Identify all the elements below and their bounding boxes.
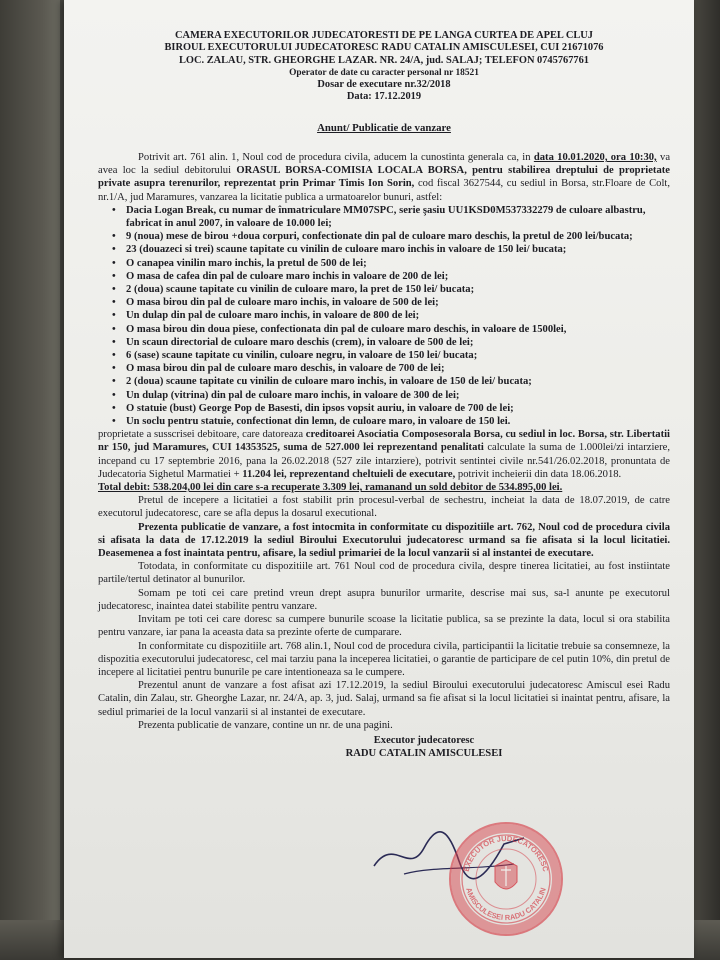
signature-block [138,734,694,760]
paragraph-invitam: Invitam pe toti cei care doresc sa cumpere bunurile scoase la licitatie publica, sa se prezinte la data, locul si ora stabilita pentru vanzare, iar pana la aceasta data sa prezinte oferte de cumparare. [98,614,670,639]
list-item: • 9 (noua) mese de birou +doua corpuri, confectionate din pal de culoare maro deschis, la pretul de 200 lei/bucata; [110,230,670,243]
svg-text:AMISCULESEI RADU CATALIN [464,887,548,923]
list-item: • O canapea vinilin maro inchis, la pretul de 500 de lei; [110,257,670,270]
stamp-text-bottom: AMISCULESEI RADU CATALIN [464,886,548,923]
paragraph-somam: Somam pe toti cei care pretind vreun drept asupra bunurilor urmarite, descrise mai sus, sa-l anunte pe executorul judecatoresc, inaintea datei stabilite pentru vanzare. [98,587,670,612]
document-date: Data: 17.12.2019 [346,91,422,103]
intro-paragraph [98,151,670,204]
goods-list [98,204,670,428]
intro-text-3: cod fiscal 3627544, cu sediul in Borsa, str.Floare de Colt, nr.1/A, jud Maramures, vanzarea la licitatie publica a urmatoarelor bunuri, astfel: [98,178,670,203]
signature-name: RADU CATALIN AMISCULESEI [345,748,503,760]
letterhead-address: LOC. ZALAU, STR. GHEORGHE LAZAR. NR. 24/A, jud. SALAJ; TELEFON 0745767761 [178,54,589,66]
auction-date-time: data 10.01.2020, ora 10:30, [533,151,657,163]
paragraph-totodata: Totodata, in conformitate cu dispozitiile art. 761 Noul cod de procedura civila, despre tinerea licitatiei, au fost instiintate partile/tertul detinator al bunurilor. [98,561,670,586]
intro-text-2: va avea loc la sediul debitorului [98,151,671,177]
creditor-name: creditoarei Asociatia Composesorala Borsa, cu sediul in loc. Borsa, str. Libertatii nr 150, jud Maramures, CUI 14353525, suma de 527.000 lei reprezentand penalitati [98,429,670,454]
creditor-paragraph [98,428,670,481]
creditor-text-1: proprietate a susscrisei debitoare, care datoreaza [98,429,304,441]
list-item: • 23 (douazeci si trei) scaune tapitate cu vinilin de culoare maro inchis in valoare de 150 lei/ bucata; [110,243,670,256]
paragraph-afisat: Prezentul anunt de vanzare a fost afisat azi 17.12.2019, la sediul Biroului executorului judecatoresc Amiscul esei Radu Catalin, din Zalau, str. Gheorghe Lazar, nr. 24/A, ap. 3, jud. Salaj, urmand sa fie afisat si la locul licitatiei si inaintat pentru, afisare, la sediul primariei de la locul vanzarii si al instantei de executare. [98,680,670,718]
debtor-name: ORASUL BORSA-COMISIA LOCALA BORSA, pentru stabilirea dreptului de proprietate private asupra terenurilor, reprezentat prin Primar Timis Ion Sorin, [98,165,670,190]
letterhead [98,30,670,104]
list-item: • Un soclu pentru statuie, confectionat din lemn, de culoare maro, in valoare de 150 lei. [110,415,670,428]
document-title: Anunt/ Publicatie de vanzare [317,121,451,134]
document-page [64,0,694,958]
creditor-text-2: calculate la suma de 1.000lei/zi intarziere, incepand cu 17 septembrie 2016, pana la 26.02.2018 (527 zile intarziere), potrivit sentintei civile nr.541/26.02.2018, pronuntata de Judecatoria Sighetul Marmatiei + [98,442,670,480]
list-item: • Un scaun directorial de culoare maro deschis (crem), in valoare de 500 de lei; [110,336,670,349]
list-item: • 2 (doua) scaune tapitate cu vinilin de culoare maro, la pret de 150 lei/ bucata; [110,283,670,296]
document-body [98,30,670,760]
list-item: • O masa birou din doua piese, confectionata din pal de culoare maro deschis, in valoare de 1500lei, [110,323,670,336]
official-stamp [449,822,563,936]
creditor-text-3: potrivit incheierii din data 18.06.2018. [457,468,622,480]
paragraph-contine: Prezenta publicatie de vanzare, contine un nr. de una pagini. [138,719,393,731]
signature-role: Executor judecatoresc [373,734,475,746]
list-item: • O masa birou din pal de culoare maro inchis, in valoare de 500 de lei; [110,296,670,309]
list-item: • 6 (sase) scaune tapitate cu vinilin, culoare negru, in valoare de 150 lei/ bucata; [110,349,670,362]
paragraph-conformitate: In conformitate cu dispozitiile art. 768 alin.1, Noul cod de procedura civila, participantii la licitatie trebuie sa consemneze, la dispozitia executorului judecatoresc, cel mai tarziu pana la inceperea licitatiei, o garantie de participare de cel putin 10%, din pretul de incepere al licitatiei pentru bunurile pe care intentioneaza sa le cumpere. [98,640,670,678]
paragraph-pret: Pretul de incepere a licitatiei a fost stabilit prin procesul-verbal de sechestru, incheiat la data de 18.07.2019, de catre executorul judecatoresc, care se afla depus la dosarul executional. [98,495,670,520]
letterhead-operator: Operator de date cu caracter personal nr 18521 [289,67,479,78]
case-number: Dosar de executare nr.32/2018 [317,79,451,91]
list-item: • 2 (doua) scaune tapitate cu vinilin de culoare maro inchis, in valoare de 150 de lei/ bucata; [110,375,670,388]
list-item: • Un dulap din pal de culoare maro inchis, in valoare de 800 de lei; [110,309,670,322]
list-item: • O masa birou din pal de culoare maro deschis, in valoare de 700 de lei; [110,362,670,375]
letterhead-office: BIROUL EXECUTORULUI JUDECATORESC RADU CATALIN AMISCULESEI, CUI 21671076 [164,42,604,54]
execution-costs: 11.204 lei, reprezentand cheltuieli de executare, [242,468,456,480]
list-item: • Dacia Logan Break, cu numar de înmatriculare MM07SPC, serie şasiu UU1KSD0M537332279 de culoare albastru, fabricat in anul 2007, in valoare de 10.000 lei; [110,204,670,230]
list-item: • O masa de cafea din pal de culoare maro inchis in valoare de 200 de lei; [110,270,670,283]
paragraph-prezenta: Prezenta publicatie de vanzare, a fost intocmita in conformitate cu dispozitiile art. 762, Noul cod de procedura civila si afisata la data de 17.12.2019 la sediul Biroului Executorului judecatoresc urmand sa fie afisata si la locul licitatiei. Deasemenea a fost inaintata pentru, afisare, la sediul primariei de la locul vanzarii si al instantei de executare. [98,521,670,560]
letterhead-chamber: CAMERA EXECUTORILOR JUDECATORESTI DE PE LANGA CURTEA DE APEL CLUJ [175,30,593,41]
list-item: • O statuie (bust) George Pop de Basesti, din ipsos vopsit auriu, in valoare de 700 de lei; [110,402,670,415]
list-item: • Un dulap (vitrina) din pal de culoare maro inchis, in valoare de 300 de lei; [110,389,670,402]
total-debit: Total debit: 538.204,00 lei din care s-a recuperate 3.309 lei, ramanand un sold debitor de 534.895,00 lei. [98,482,563,494]
stamp-graphic [451,824,561,934]
intro-text-1: Potrivit art. 761 alin. 1, Noul cod de procedura civila, aducem la cunostinta generala ca, in [138,151,531,163]
stamp-text-top: EXECUTOR JUDECATORESC [461,833,551,873]
background-left [0,0,60,960]
